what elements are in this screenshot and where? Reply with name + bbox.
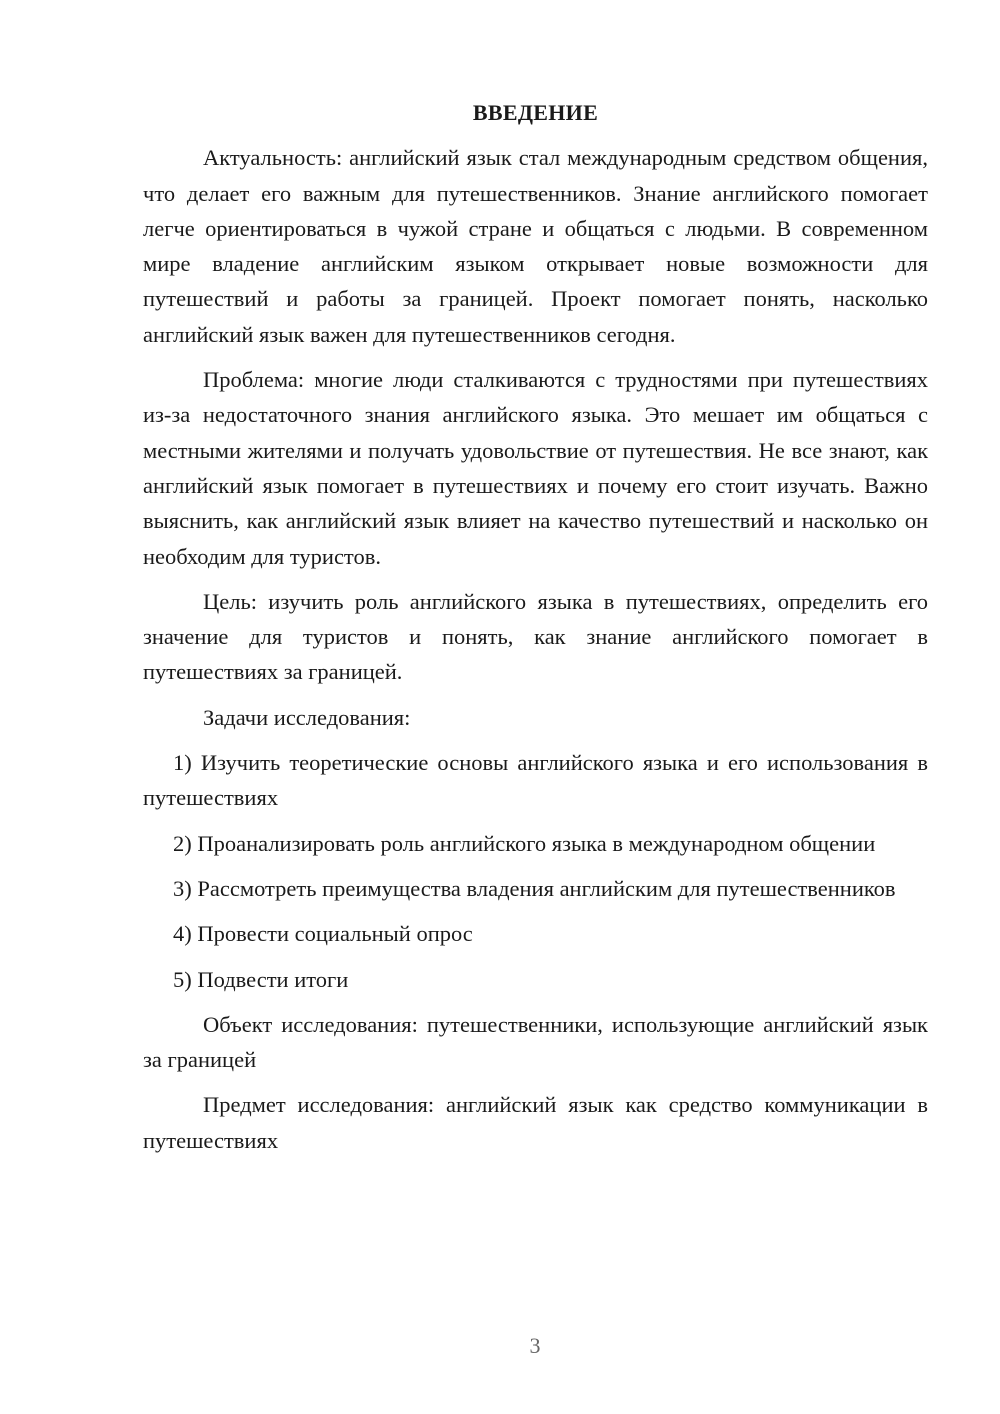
goal-paragraph: Цель: изучить роль английского языка в путешествиях, определить его значение для туристов и понять, как знание английского помогает в путешествиях за границей. (143, 588, 928, 685)
relevance-paragraph: Актуальность: английский язык стал международным средством общения, что делает его важным для путешественников. Знание английского помогает легче ориентироваться в чужой стране и общаться с людьми. В современном мире владение английским языком открывает новые возможности для путешествий и работы за границей. Проект помогает понять, насколько английский язык важен для путешественников сегодня. (143, 145, 928, 347)
problem-paragraph: Проблема: многие люди сталкиваются с трудностями при путешествиях из-за недостаточного знания английского языка. Это мешает им общаться с местными жителями и получать удовольствие от путешествия. Не все знают, как английский язык помогает в путешествиях и почему его стоит изучать. Важно выяснить, как английский язык влияет на качество путешествий и насколько он необходим для туристов. (143, 367, 928, 569)
page-number: 3 (529, 1333, 541, 1358)
task-item: 3) Рассмотреть преимущества владения английским для путешественников (173, 875, 896, 901)
task-item: 5) Подвести итоги (173, 966, 349, 992)
tasks-heading: Задачи исследования: (203, 704, 411, 730)
page-title: ВВЕДЕНИЕ (472, 100, 599, 125)
page-content (143, 95, 928, 1168)
task-item: 4) Провести социальный опрос (173, 921, 473, 947)
task-item: 1) Изучить теоретические основы английского языка и его использования в путешествиях (143, 750, 928, 811)
task-item: 2) Проанализировать роль английского языка в международном общении (173, 830, 876, 856)
research-subject-paragraph: Предмет исследования: английский язык как средство коммуникации в путешествиях (143, 1092, 928, 1153)
research-object-paragraph: Объект исследования: путешественники, использующие английский язык за границей (143, 1011, 928, 1073)
